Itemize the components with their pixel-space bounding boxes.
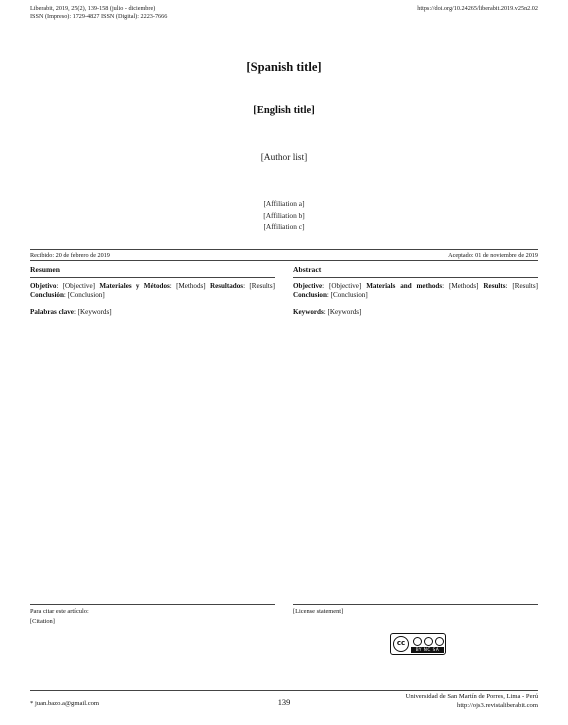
author-list: [Author list] — [260, 153, 308, 163]
resumen-keywords: Palabras clave: [Keywords] — [30, 307, 112, 316]
resumen-keywords-label: Palabras clave — [30, 307, 74, 316]
license-statement: [License statement] — [293, 604, 538, 616]
resumen-objective-label: Objetivo — [30, 281, 57, 290]
resumen-objective: [Objective] — [62, 281, 95, 290]
journal-citation-line: Liberabit, 2019, 25(2), 139-158 (julio - diciembre) — [30, 5, 156, 12]
affiliations — [40, 198, 528, 233]
resumen-conclusion-label: Conclusión — [30, 291, 64, 300]
affiliation-b: [Affiliation b] — [263, 210, 305, 220]
accepted-date: Aceptado: 01 de noviembre de 2019 — [448, 252, 538, 259]
attribution-icon — [413, 637, 422, 646]
noncommercial-icon — [424, 637, 433, 646]
abstract-results: [Results] — [512, 281, 538, 290]
abstract-conclusion: [Conclusion] — [330, 291, 368, 300]
resumen-methods-label: Materiales y Métodos — [99, 281, 170, 290]
article-title-spanish: [Spanish title] — [246, 60, 322, 74]
resumen-column — [30, 265, 275, 317]
abstract-objective: [Objective] — [329, 281, 362, 290]
resumen-conclusion: [Conclusion] — [67, 291, 105, 300]
citation-label: Para citar este artículo: — [30, 608, 89, 615]
article-dates — [30, 249, 538, 261]
affiliation-c: [Affiliation c] — [263, 222, 305, 232]
abstract-keywords: Keywords: [Keywords] — [293, 307, 362, 316]
citation-block — [30, 604, 275, 627]
abstract-column — [293, 265, 538, 317]
issn-line: ISSN (Impreso): 1729-4827 ISSN (Digital): 2223-7666 — [30, 13, 168, 20]
resumen-results-label: Resultados — [209, 281, 244, 290]
received-date: Recibido: 20 de febrero de 2019 — [30, 252, 110, 259]
cc-icon: cc — [393, 636, 409, 652]
journal-header — [30, 5, 167, 21]
abstract-keywords-text: [Keywords] — [327, 307, 362, 316]
abstract-heading: Abstract — [293, 265, 538, 278]
license-badge-text: BY NC SA — [411, 647, 444, 653]
resumen-methods: [Methods] — [176, 281, 206, 290]
abstract-conclusion-label: Conclusion — [293, 291, 327, 300]
resumen-keywords-text: [Keywords] — [77, 307, 112, 316]
publisher-footer — [406, 693, 538, 710]
abstract-objective-label: Objective — [293, 281, 323, 290]
affiliation-a: [Affiliation a] — [263, 199, 305, 208]
sharealike-icon — [435, 637, 444, 646]
citation-text: [Citation] — [30, 618, 55, 626]
doi-link[interactable]: https://doi.org/10.24265/liberabit.2019.v25n2.02 — [417, 5, 538, 12]
university-name: Universidad de San Martín de Porres, Lima - Perú — [405, 693, 538, 700]
abstract-keywords-label: Keywords — [293, 307, 324, 316]
creative-commons-logo[interactable] — [390, 633, 446, 655]
article-title-english: [English title] — [253, 105, 315, 116]
corresponding-email[interactable]: * juan.bazo.a@gmail.com — [30, 700, 100, 707]
journal-url[interactable]: http://ojs3.revistaliberabit.com — [457, 701, 538, 709]
abstract-results-label: Results — [483, 281, 506, 290]
abstract-methods: [Methods] — [448, 281, 479, 290]
abstract-body: Objective: [Objective] Materials and methods: [Methods] Results: [Results] Conclusion: [Conclusion] — [293, 281, 538, 300]
page-number: 139 — [277, 698, 291, 707]
resumen-body: Objetivo: [Objective] Materiales y Métodos: [Methods] Resultados: [Results] Conclusión: [Conclusion] — [30, 281, 275, 300]
footer-divider — [30, 690, 538, 691]
abstract-methods-label: Materials and methods — [366, 281, 443, 290]
resumen-heading: Resumen — [30, 265, 275, 278]
resumen-results: [Results] — [249, 281, 275, 290]
